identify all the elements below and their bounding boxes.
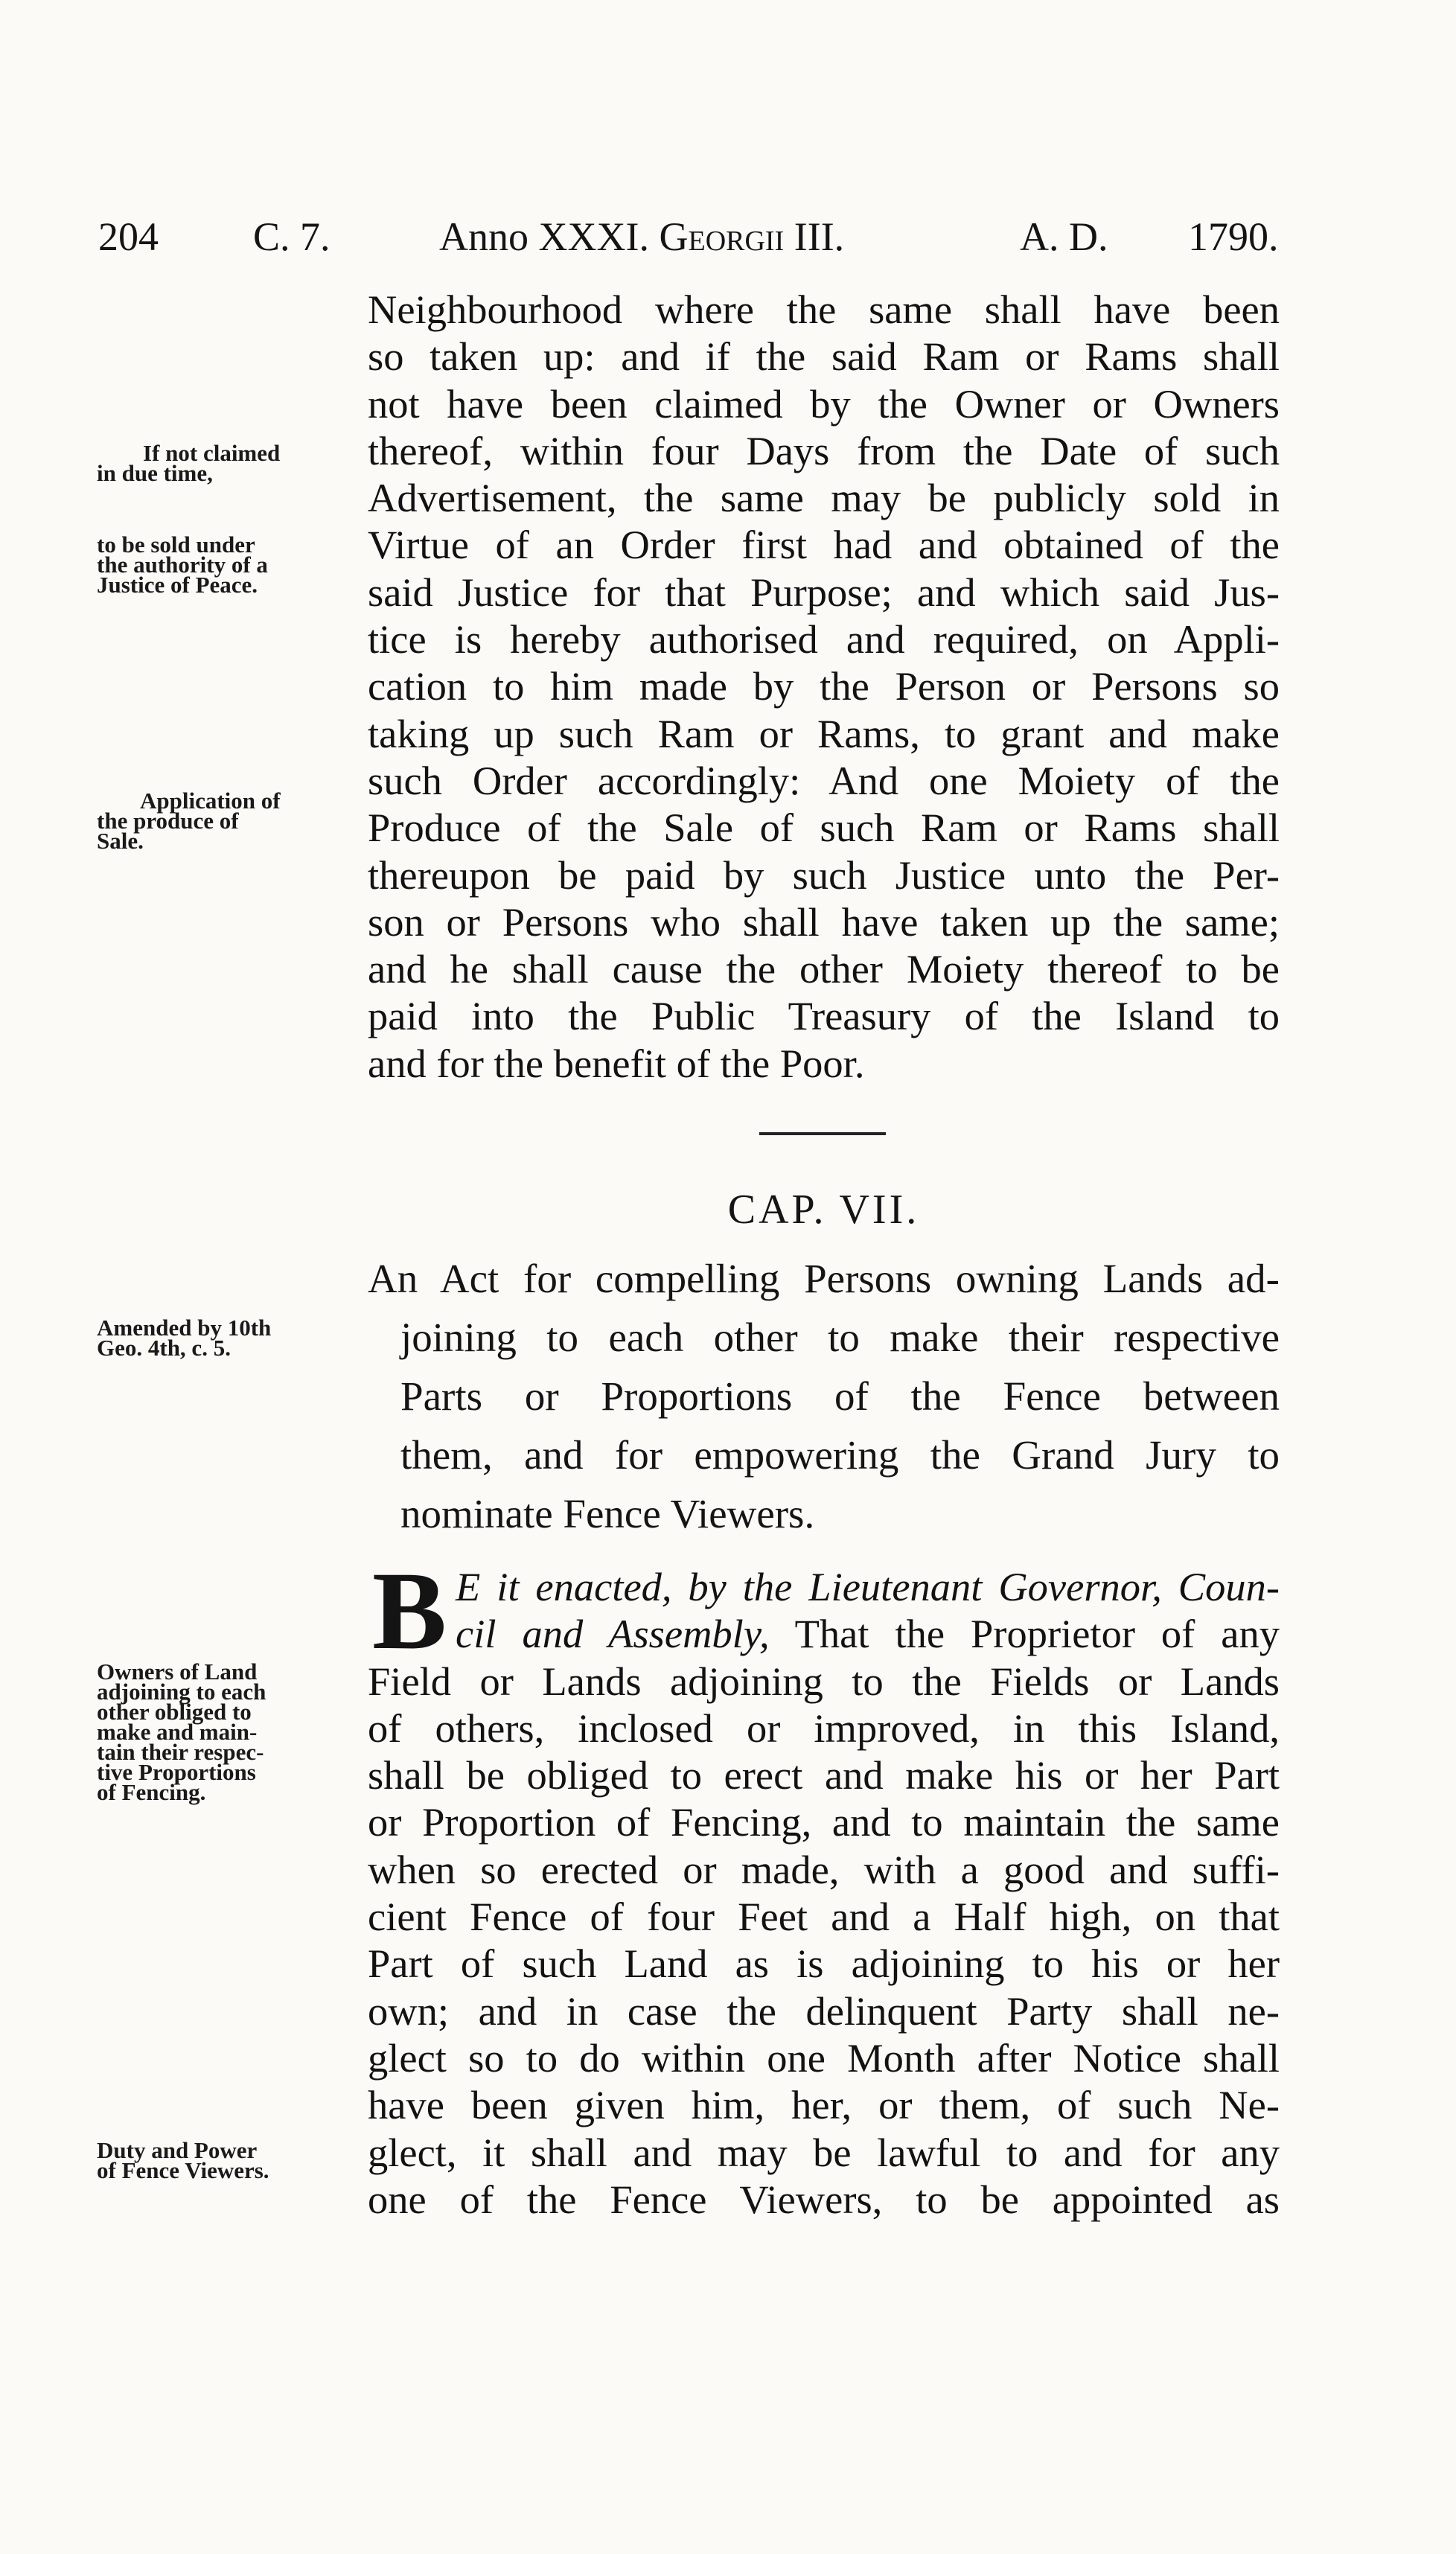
- running-header: [0, 207, 1456, 266]
- text-line: taking up such Ram or Rams, to grant and make: [368, 710, 1280, 756]
- note-line: of Fencing.: [97, 1779, 206, 1805]
- text-line: paid into the Public Treasury of the Island to: [368, 993, 1280, 1039]
- text-line: such Order accordingly: And one Moiety of the: [368, 757, 1280, 803]
- text-line: son or Persons who shall have taken up the same;: [368, 898, 1280, 945]
- regnal-name: Georgii III.: [659, 214, 845, 259]
- anno-label: Anno XXXI.: [439, 214, 649, 259]
- text-line: glect, it shall and may be lawful to and for any: [368, 2129, 1280, 2175]
- note-line: tain their respec-: [97, 1739, 264, 1765]
- note-line: the authority of a: [97, 552, 268, 578]
- ad-label: A. D.: [1020, 214, 1108, 259]
- note-line: other obliged to: [97, 1699, 252, 1725]
- note-line: Owners of Land: [97, 1658, 258, 1685]
- note-line: Sale.: [97, 828, 144, 854]
- note-line: to be sold under: [97, 531, 255, 558]
- text-line: joining to each other to make their respective: [400, 1315, 1280, 1360]
- text-line: thereupon be paid by such Justice unto the Per-: [368, 852, 1280, 898]
- text-line: Neighbourhood where the same shall have been: [368, 287, 1280, 332]
- margin-note-amended: [97, 1315, 342, 1361]
- text-line: Virtue of an Order first had and obtained of the: [368, 522, 1280, 568]
- text-line: E it enacted, by the Lieutenant Governor, Coun-: [456, 1564, 1280, 1609]
- drop-cap: B: [372, 1549, 447, 1673]
- text-line: shall be obliged to erect and make his or her Part: [368, 1752, 1280, 1798]
- text-line: cation to him made by the Person or Persons so: [368, 663, 1280, 709]
- chapter-heading: CAP. VII.: [727, 1187, 920, 1233]
- page-number: 204: [98, 214, 159, 259]
- text-fragment: That the Proprietor of any: [769, 1611, 1280, 1657]
- note-line: If not claimed: [143, 440, 281, 466]
- year: 1790.: [1188, 214, 1279, 259]
- text-line: Field or Lands adjoining to the Fields or Lands: [368, 1658, 1280, 1704]
- note-line: Geo. 4th, c. 5.: [97, 1335, 231, 1361]
- text-line: or Proportion of Fencing, and to maintain the same: [368, 1799, 1280, 1845]
- text-line: own; and in case the delinquent Party shall ne-: [368, 1988, 1280, 2034]
- text-line: so taken up: and if the said Ram or Rams shall: [368, 333, 1280, 380]
- continuation-paragraph: [368, 286, 1280, 1087]
- text-line: of others, inclosed or improved, in this Island,: [368, 1705, 1280, 1751]
- text-line: An Act for compelling Persons owning Lands ad-: [368, 1256, 1280, 1301]
- text-line: Advertisement, the same may be publicly sold in: [368, 475, 1280, 521]
- margin-note-not-claimed: [97, 440, 342, 486]
- text-line: one of the Fence Viewers, to be appointed as: [368, 2176, 1280, 2222]
- note-line: Application of: [140, 788, 281, 814]
- note-line: tive Proportions: [97, 1759, 256, 1785]
- section-divider: [759, 1132, 886, 1135]
- text-line: nominate Fence Viewers.: [400, 1491, 815, 1536]
- text-line: and for the benefit of the Poor.: [368, 1040, 865, 1086]
- text-line: not have been claimed by the Owner or Owners: [368, 380, 1280, 427]
- italic-phrase: cil and Assembly,: [456, 1611, 770, 1657]
- enactment-paragraph: [368, 1549, 1280, 2223]
- note-line: Justice of Peace.: [97, 572, 258, 598]
- note-line: the produce of: [97, 808, 239, 834]
- regnal-year: [439, 207, 844, 266]
- text-line: Produce of the Sale of such Ram or Rams shall: [368, 805, 1280, 851]
- margin-note-owners: [97, 1658, 342, 1805]
- text-line: Part of such Land as is adjoining to his or her: [368, 1941, 1280, 1987]
- chapter-reference: C. 7.: [253, 214, 331, 259]
- text-line: when so erected or made, with a good and suffi-: [368, 1846, 1280, 1892]
- text-line: have been given him, her, or them, of such Ne-: [368, 2082, 1280, 2128]
- text-line: glect so to do within one Month after Notice shall: [368, 2034, 1280, 2081]
- text-line: them, and for empowering the Grand Jury to: [400, 1432, 1280, 1478]
- note-line: Duty and Power: [97, 2137, 258, 2163]
- text-line: Parts or Proportions of the Fence between: [400, 1373, 1280, 1419]
- text-line: tice is hereby authorised and required, on Appli-: [368, 616, 1280, 663]
- margin-note-application: [97, 788, 342, 854]
- note-line: of Fence Viewers.: [97, 2157, 269, 2183]
- note-line: in due time,: [97, 460, 213, 486]
- note-line: make and main-: [97, 1719, 258, 1745]
- text-line: said Justice for that Purpose; and which said Jus-: [368, 569, 1280, 615]
- margin-note-sold: [97, 531, 342, 598]
- text-line: thereof, within four Days from the Date of such: [368, 427, 1280, 473]
- text-line: cient Fence of four Feet and a Half high, on that: [368, 1894, 1280, 1940]
- note-line: Amended by 10th: [97, 1315, 272, 1341]
- note-line: adjoining to each: [97, 1679, 266, 1705]
- margin-note-duty: [97, 2137, 342, 2183]
- text-line: and he shall cause the other Moiety thereof to be: [368, 946, 1280, 992]
- act-title: [368, 1249, 1280, 1543]
